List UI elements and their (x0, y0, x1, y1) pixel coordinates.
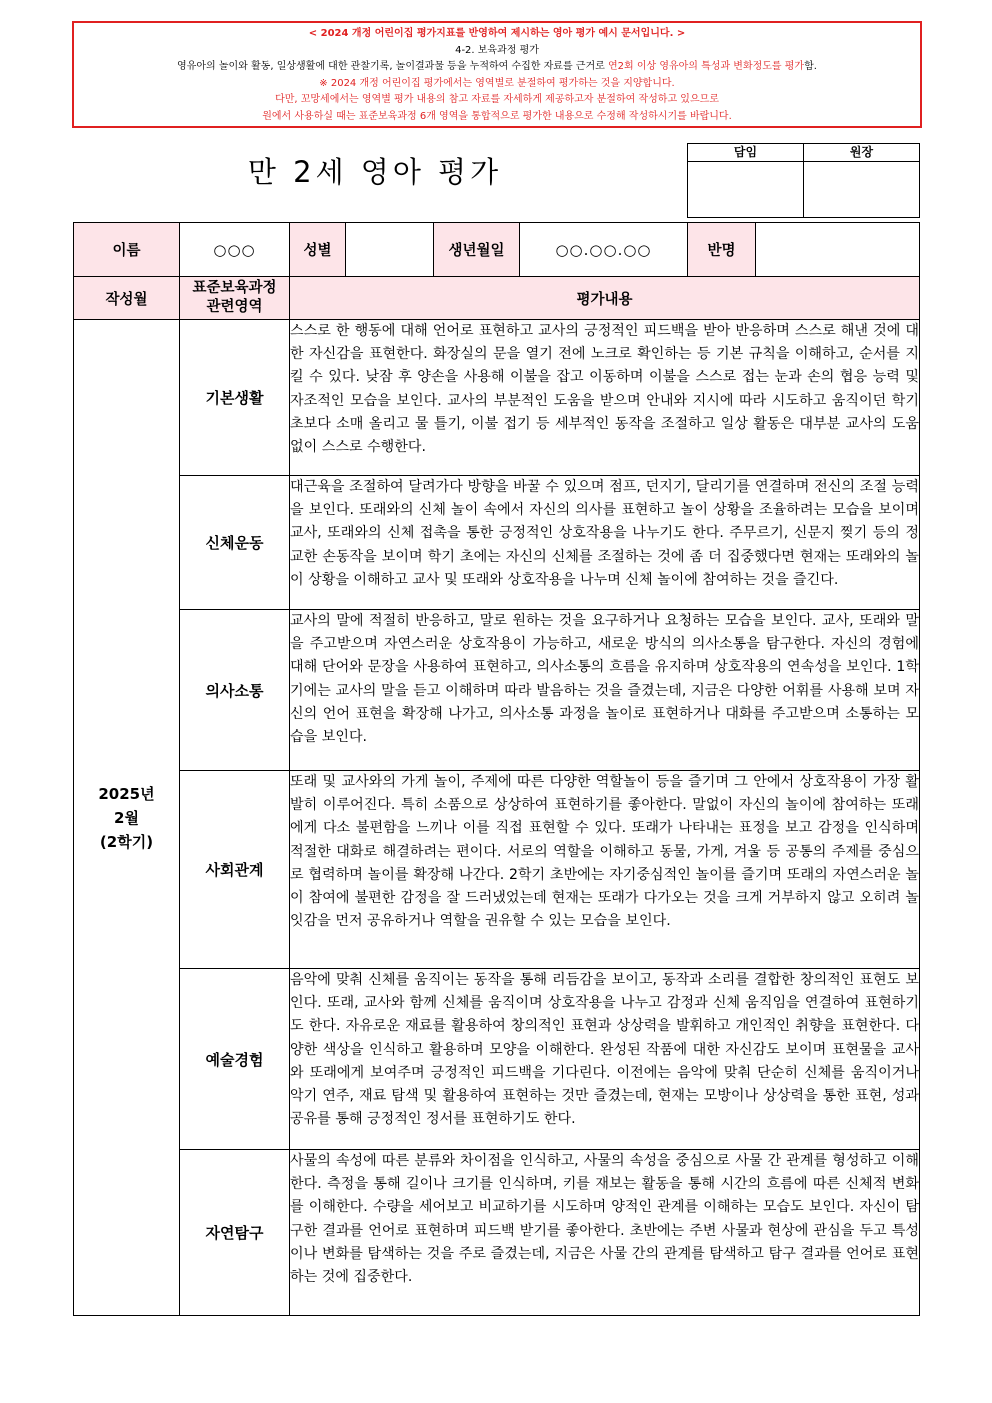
evaluation-text[interactable]: 음악에 맞춰 신체를 움직이는 동작을 통해 리듬감을 보이고, 동작과 소리를 결합한 창의적인 표현도 보인다. 또래, 교사와 함께 신체를 움직이며 상호작용을 나누고 감정과 신체 움직임을 연결하여 표현하기도 한다. 자유로운 재료를 활용하여 창의적인 표현과 상상력을 발휘하고 개인적인 취향을 표현한다. 다양한 색상을 인식하고 활용하며 모양을 이해한다. 완성된 작품에 대한 자신감도 보이며 표현물을 교사와 또래에게 보여주며 긍정적인 피드백을 기다린다. 이전에는 음악에 맞춰 단순히 신체를 움직이거나 악기 연주, 재료 탐색 및 활용하여 표현하는 것만 즐겼는데, 현재는 모방이나 상상력을 통한 표현, 성과 공유를 통해 긍정적인 정서를 표현하기도 한다. (290, 969, 920, 1150)
notice-desc-before: 영유아의 놀이와 활동, 일상생활에 대한 관찰기록, 놀이결과물 등을 누적하여 수집한 자료를 근거로 (177, 61, 608, 72)
header-row (74, 277, 920, 320)
period-cell (74, 320, 180, 1316)
evaluation-text[interactable]: 스스로 한 행동에 대해 언어로 표현하고 교사의 긍정적인 피드백을 받아 반응하며 스스로 해낸 것에 대한 자신감을 표현한다. 화장실의 문을 열기 전에 노크로 확인하는 등 기본 규칙을 이해하고, 순서를 지킬 수 있다. 낮잠 후 양손을 사용해 이불을 잡고 이동하며 이불을 스스로 접는 눈과 손의 협응 능력 및 자조적인 모습을 보인다. 교사의 부분적인 도움을 받으며 안내와 지시에 따라 시도하고 움직이던 학기 초보다 소매 올리고 물 틀기, 이불 접기 등 세부적인 동작을 조절하고 일상 활동은 대부분 교사의 도움 없이 스스로 수행한다. (290, 320, 920, 476)
notice-ref: 4-2. 보육과정 평가 (455, 44, 539, 56)
approval-box (687, 143, 920, 218)
evaluation-text[interactable]: 사물의 속성에 따른 분류와 차이점을 인식하고, 사물의 속성을 중심으로 사물 간 관계를 형성하고 이해한다. 측정을 통해 길이나 크기를 인식하며, 키를 재보는 활동을 통해 시간의 흐름에 따른 신체적 변화를 이해한다. 수량을 세어보고 비교하기를 시도하며 양적인 관계를 이해하는 모습도 보인다. 자신이 탐구한 결과를 언어로 표현하며 피드백 받기를 좋아한다. 초반에는 주변 사물과 현상에 관심을 두고 특성이나 변화를 탐색하는 것을 주로 즐겼는데, 지금은 사물 간의 관계를 탐색하고 탐구 결과를 언어로 표현하는 것에 집중한다. (290, 1150, 920, 1316)
table-row (74, 1150, 920, 1316)
notice-line-5: 원에서 사용하실 때는 표준보육과정 6개 영역을 통합적으로 평가한 내용으로 수정해 작성하시기를 바랍니다. (262, 110, 732, 122)
gender-label: 성별 (290, 223, 346, 277)
birthdate-value[interactable]: ○○.○○.○○ (520, 223, 688, 277)
teacher-signature-box[interactable] (688, 162, 804, 218)
table-row (74, 476, 920, 610)
notice-line-4: 다만, 꼬망세에서는 영역별 평가 내용의 참고 자료를 자세하게 제공하고자 분절하여 작성하고 있으므로 (275, 94, 719, 105)
page-title: 만 2세 영아 평가 (247, 155, 503, 189)
notice-headline: < 2024 개정 어린이집 평가지표를 반영하여 제시하는 영아 평가 예시 문서입니다. > (308, 28, 686, 39)
director-label: 원장 (804, 144, 920, 162)
table-row (74, 771, 920, 969)
birthdate-label: 생년월일 (434, 223, 520, 277)
evaluation-text[interactable]: 대근육을 조절하여 달려가다 방향을 바꿀 수 있으며 점프, 던지기, 달리기를 연결하며 전신의 조절 능력을 보인다. 또래와의 신체 놀이 속에서 자신의 의사를 표현하고 놀이 상황을 조율하려는 모습을 보이며 교사, 또래와의 신체 접촉을 통한 긍정적인 상호작용을 나누기도 한다. 주무르기, 신문지 찢기 등의 정교한 손동작을 보이며 학기 초에는 자신의 신체를 조절하는 것에 좀 더 집중했다면 현재는 또래와의 놀이 상황을 이해하고 교사 및 또래와 상호작용을 나누며 신체 놀이에 참여하는 것을 즐긴다. (290, 476, 920, 610)
period-year: 2025년 (98, 784, 155, 803)
notice-desc-highlight: 연2회 이상 영유아의 특성과 변화정도를 평가 (607, 61, 805, 72)
domain-label: 자연탐구 (180, 1150, 290, 1316)
class-label: 반명 (688, 223, 756, 277)
table-row (74, 610, 920, 771)
gender-value[interactable] (346, 223, 434, 277)
teacher-label: 담임 (688, 144, 804, 162)
notice-desc-after: 함. (804, 61, 817, 72)
domain-label: 기본생활 (180, 320, 290, 476)
name-value[interactable]: ○○○ (180, 223, 290, 277)
period-semester: (2학기) (99, 832, 154, 851)
domain-header (180, 277, 290, 320)
info-row (74, 223, 920, 277)
notice-box (72, 21, 922, 128)
domain-label: 예술경험 (180, 969, 290, 1150)
notice-line-3: ※ 2024 개정 어린이집 평가에서는 영역별로 분절하여 평가하는 것을 지양합니다. (319, 77, 675, 89)
month-header: 작성월 (74, 277, 180, 320)
director-signature-box[interactable] (804, 162, 920, 218)
evaluation-text[interactable]: 또래 및 교사와의 가게 놀이, 주제에 따른 다양한 역할놀이 등을 즐기며 그 안에서 상호작용이 가장 활발히 이루어진다. 특히 소품으로 상상하여 표현하기를 좋아한다. 말없이 자신의 놀이에 참여하는 또래에게 다소 불편함을 느끼나 이를 직접 표현할 수 있다. 또래가 나타내는 표정을 보고 감정을 인식하며 적절한 대화로 해결하려는 편이다. 서로의 역할을 이해하고 동물, 가게, 겨울 등 공통의 주제를 중심으로 협력하며 놀이를 확장해 나간다. 2학기 초반에는 자기중심적인 놀이를 즐기며 또래의 자연스러운 놀이 참여에 불편한 감정을 잘 드러냈었는데 현재는 또래가 다가오는 것을 크게 거부하지 않고 오히려 놀잇감을 먼저 공유하거나 역할을 권유할 수 있는 모습을 보인다. (290, 771, 920, 969)
table-row (74, 969, 920, 1150)
domain-label: 신체운동 (180, 476, 290, 610)
name-label: 이름 (74, 223, 180, 277)
evaluation-table (73, 222, 920, 1316)
evaluation-text[interactable]: 교사의 말에 적절히 반응하고, 말로 원하는 것을 요구하거나 요청하는 모습을 보인다. 교사, 또래와 말을 주고받으며 자연스러운 상호작용이 가능하고, 새로운 방식의 의사소통을 탐구한다. 자신의 경험에 대해 단어와 문장을 사용하여 표현하고, 의사소통의 흐름을 유지하며 상호작용의 연속성을 보인다. 1학기에는 교사의 말을 듣고 이해하며 따라 발음하는 것을 즐겼는데, 지금은 다양한 어휘를 사용해 보며 자신의 언어 표현을 확장해 나가고, 의사소통 과정을 놀이로 표현하거나 대화를 주고받으며 소통하는 모습을 보인다. (290, 610, 920, 771)
domain-label: 의사소통 (180, 610, 290, 771)
period-month: 2월 (114, 808, 139, 827)
content-header: 평가내용 (290, 277, 920, 320)
domain-header-line-1: 표준보육과정 (192, 280, 277, 296)
notice-description (74, 59, 920, 76)
table-row (74, 320, 920, 476)
class-value[interactable] (756, 223, 920, 277)
domain-label: 사회관계 (180, 771, 290, 969)
domain-header-line-2: 관련영역 (206, 299, 263, 315)
